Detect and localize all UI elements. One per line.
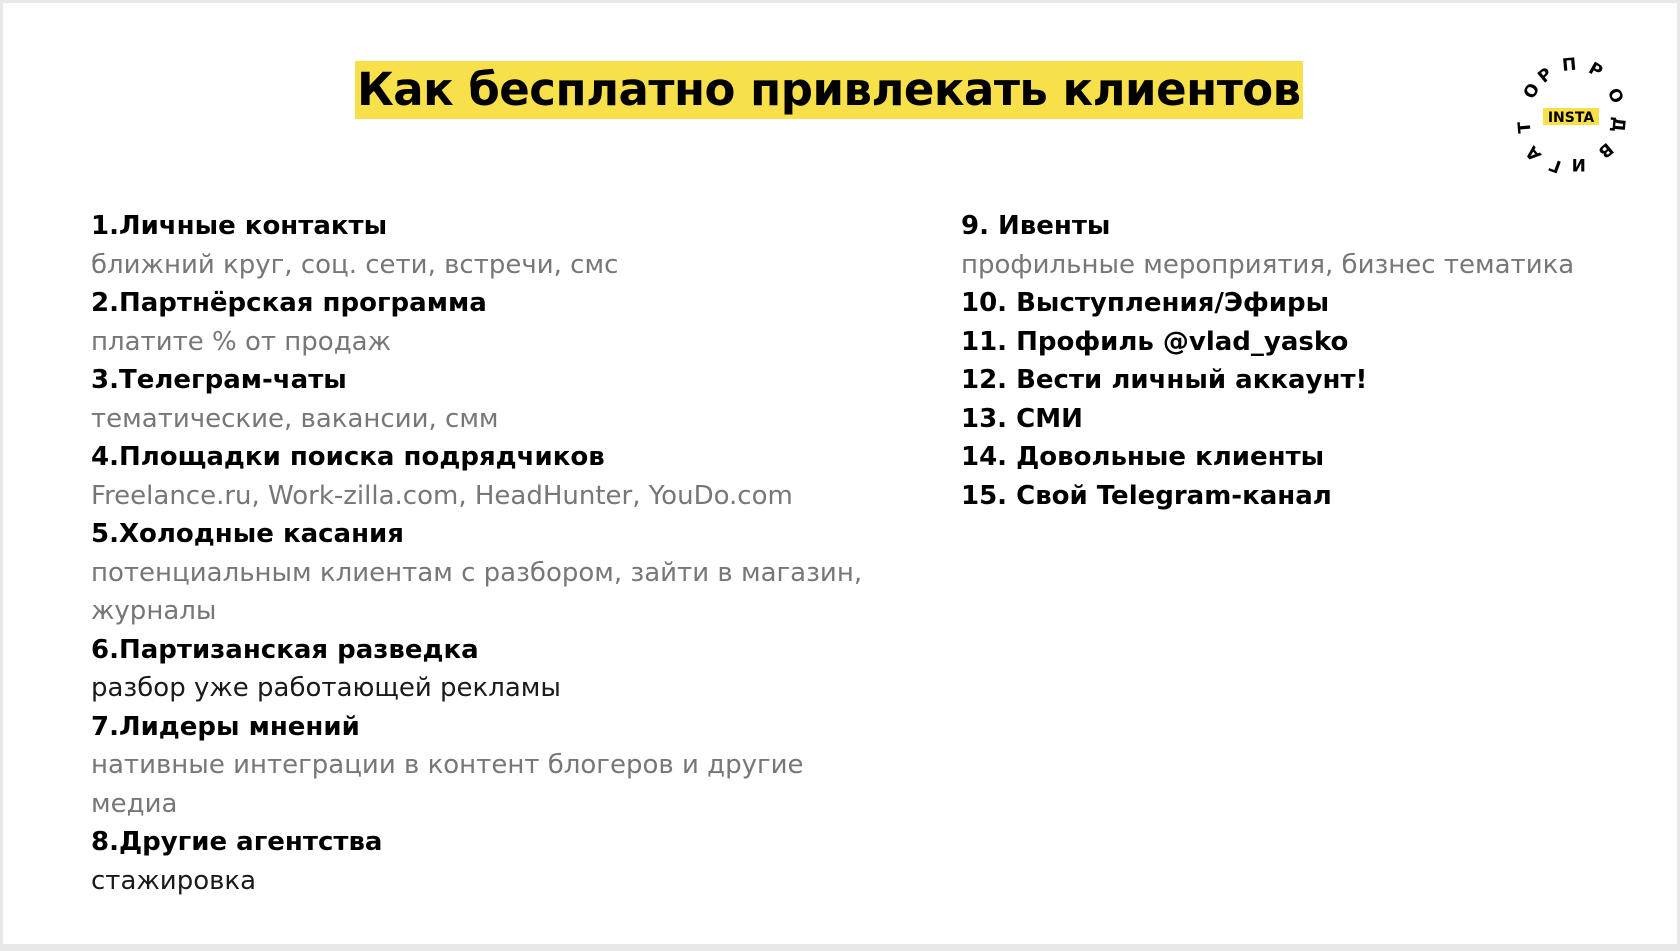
logo-ring-letter: А bbox=[1522, 141, 1546, 165]
item-title: 6.Партизанская разведка bbox=[91, 634, 479, 665]
item-title: 5.Холодные касания bbox=[91, 519, 404, 549]
list-item bbox=[91, 515, 921, 631]
logo-ring-letter: И bbox=[1571, 154, 1586, 175]
logo-ring-letter: Т bbox=[1514, 120, 1536, 135]
logo-ring-letter: Д bbox=[1607, 116, 1629, 133]
list-item bbox=[91, 708, 921, 824]
logo-ring-letter: О bbox=[1602, 85, 1628, 107]
logo-ring-letter: Р bbox=[1585, 58, 1606, 83]
list-item bbox=[961, 207, 1661, 284]
item-description: нативные интеграции в контент блогеров и другие медиа bbox=[91, 750, 804, 819]
logo-ring-letter: Г bbox=[1546, 153, 1565, 177]
list-item bbox=[91, 284, 921, 361]
item-description: платите % от продаж bbox=[91, 326, 392, 357]
right-column bbox=[961, 207, 1661, 515]
item-description: Freelance.ru, Work-zilla.com, HeadHunter, YouDo.com bbox=[91, 480, 793, 511]
slide bbox=[3, 3, 1677, 944]
list-item bbox=[91, 631, 921, 708]
title-highlight bbox=[355, 61, 1303, 119]
item-description: тематические, вакансии, смм bbox=[91, 403, 499, 434]
item-title: 3.Телеграм-чаты bbox=[91, 365, 347, 395]
left-column bbox=[91, 207, 921, 900]
list-item bbox=[91, 823, 921, 900]
item-title: 9. Ивенты bbox=[961, 211, 1111, 241]
list-item: 13. СМИ bbox=[961, 403, 1083, 434]
item-title: 8.Другие агентства bbox=[91, 827, 383, 857]
list-item bbox=[91, 438, 921, 515]
item-description: стажировка bbox=[91, 865, 257, 896]
item-description: разбор уже работающей рекламы bbox=[91, 673, 561, 703]
list-item: 15. Свой Telegram-канал bbox=[961, 480, 1332, 511]
list-item: 12. Вести личный аккаунт! bbox=[961, 365, 1368, 395]
item-description: потенциальным клиентам с разбором, зайти в магазин, журналы bbox=[91, 557, 863, 626]
item-title: 1.Личные контакты bbox=[91, 211, 388, 241]
item-title: 4.Площадки поиска подрядчиков bbox=[91, 442, 605, 472]
list-item bbox=[91, 361, 921, 438]
insta-logo bbox=[1505, 55, 1635, 185]
logo-graphic bbox=[1505, 55, 1635, 185]
list-item: 11. Профиль @vlad_yasko bbox=[961, 326, 1349, 357]
logo-ring-letter: О bbox=[1519, 80, 1545, 103]
logo-center-text: INSTA bbox=[1547, 110, 1595, 126]
item-title: 7.Лидеры мнений bbox=[91, 711, 360, 742]
logo-ring-letter: Р bbox=[1534, 64, 1557, 88]
list-item: 14. Довольные клиенты bbox=[961, 442, 1325, 472]
list-item bbox=[91, 207, 921, 284]
item-description: ближний круг, соц. сети, встречи, смс bbox=[91, 249, 619, 280]
list-item: 10. Выступления/Эфиры bbox=[961, 288, 1330, 318]
item-title: 2.Партнёрская программа bbox=[91, 288, 487, 318]
logo-ring-letter: П bbox=[1561, 55, 1578, 76]
logo-ring-letter: В bbox=[1594, 138, 1617, 162]
item-description: профильные мероприятия, бизнес тематика bbox=[961, 249, 1575, 280]
slide-title: Как бесплатно привлекать клиентов bbox=[357, 63, 1301, 116]
